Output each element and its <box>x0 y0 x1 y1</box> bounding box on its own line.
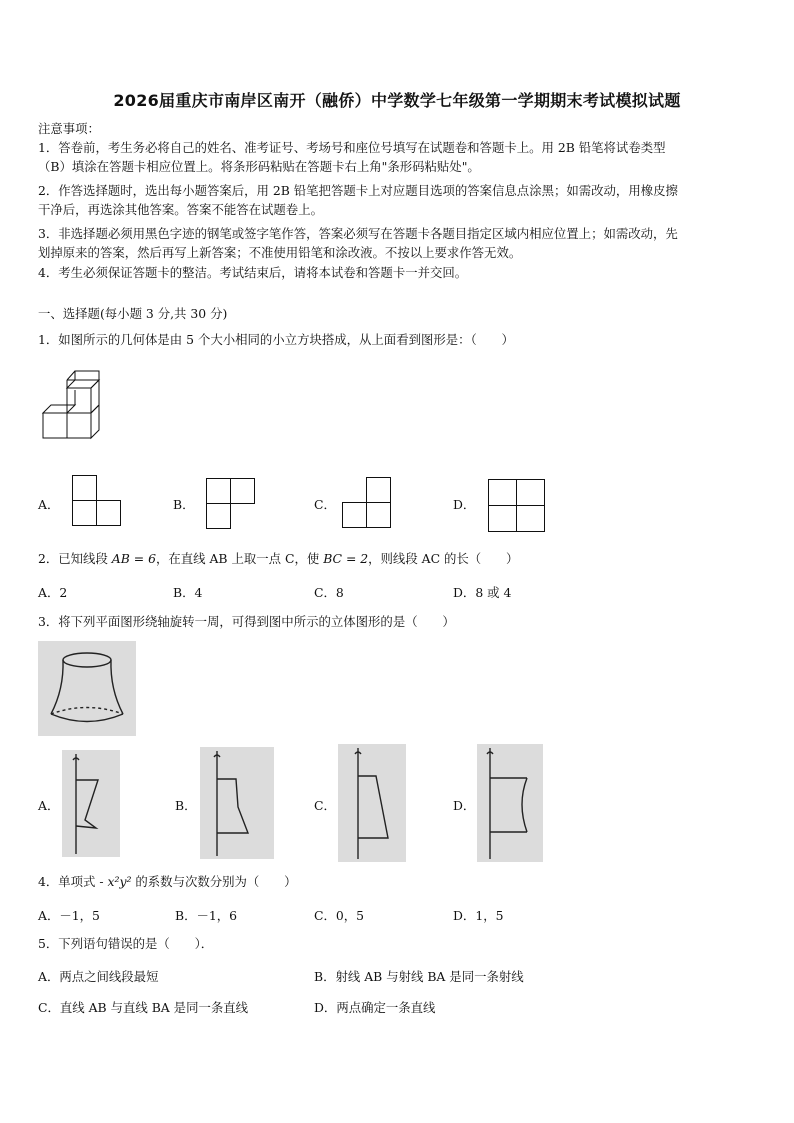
q1-option-a-label: A． <box>38 497 60 512</box>
q3-option-a-label: A． <box>38 798 60 813</box>
q2-expression-bc: BC = 2 <box>323 551 369 566</box>
q1-option-b-label: B． <box>173 497 195 512</box>
q1-option-c-figure <box>342 477 392 529</box>
q4-stem-part: 的系数与次数分别为（ ） <box>131 874 297 889</box>
q4-option-a: A．－1，5 <box>38 908 100 923</box>
q4-option-b: B．－1，6 <box>175 908 238 923</box>
q5-option-a: A．两点之间线段最短 <box>38 969 159 984</box>
q3-option-a-photo <box>62 750 120 857</box>
question-2-stem <box>38 550 518 568</box>
notice-line: （B）填涂在答题卡相应位置上。将条形码粘贴在答题卡右上角"条形码粘贴处"。 <box>38 159 480 174</box>
notice-line: 3．非选择题必须用黑色字迹的钢笔或签字笔作答，答案必须写在答题卡各题目指定区域内相应位置上；如需改动，先 <box>38 226 678 241</box>
q3-option-d-label: D． <box>453 798 476 813</box>
q4-monomial: - x²y² <box>99 874 132 889</box>
q1-option-c-label: C． <box>314 497 336 512</box>
question-1-stem: 1．如图所示的几何体是由 5 个大小相同的小立方块搭成，从上面看到图形是：（ ） <box>38 332 514 347</box>
notice-line: 干净后，再选涂其他答案。答案不能答在试题卷上。 <box>38 202 323 217</box>
q2-stem-part: ，在直线 AB 上取一点 C，使 <box>155 551 324 566</box>
q1-option-d-label: D． <box>453 497 476 512</box>
question-4-stem <box>38 873 296 891</box>
q5-option-d: D．两点确定一条直线 <box>314 1000 436 1015</box>
rotation-shape-d <box>477 744 543 862</box>
question-5-stem: 5．下列语句错误的是（ ）． <box>38 936 214 951</box>
q3-option-b-label: B． <box>175 798 197 813</box>
q5-option-c: C．直线 AB 与直线 BA 是同一条直线 <box>38 1000 249 1015</box>
rotation-shape-b <box>200 747 274 859</box>
q3-option-d-photo <box>477 744 543 862</box>
q2-option-d: D．8 或 4 <box>453 585 512 600</box>
q2-option-a: A．2 <box>38 585 68 600</box>
q2-stem-part: 2．已知线段 <box>38 551 112 566</box>
q3-option-c-photo <box>338 744 406 862</box>
q1-option-b-figure <box>206 478 256 530</box>
q2-expression-ab: AB = 6 <box>111 551 156 566</box>
q4-option-d: D．1，5 <box>453 908 504 923</box>
notice-line: 2．作答选择题时，选出每小题答案后，用 2B 铅笔把答题卡上对应题目选项的答案信息点涂黑；如需改动，用橡皮擦 <box>38 183 678 198</box>
q2-stem-part: ，则线段 AC 的长（ ） <box>368 551 519 566</box>
q5-option-b: B．射线 AB 与射线 BA 是同一条射线 <box>314 969 524 984</box>
q4-option-c: C．0，5 <box>314 908 365 923</box>
q2-option-c: C．8 <box>314 585 344 600</box>
q1-option-a-figure <box>72 475 122 527</box>
page-title: 2026届重庆市南岸区南开（融侨）中学数学七年级第一学期期末考试模拟试题 <box>113 91 681 110</box>
frustum-figure <box>38 641 136 736</box>
q3-option-c-label: C． <box>314 798 336 813</box>
notice-line: 4．考生必须保证答题卡的整洁。考试结束后，请将本试卷和答题卡一并交回。 <box>38 265 468 280</box>
q1-solid-figure <box>40 370 112 444</box>
notice-heading: 注意事项： <box>38 121 100 136</box>
question-3-stem: 3．将下列平面图形绕轴旋转一周，可得到图中所示的立体图形的是（ ） <box>38 614 455 629</box>
q3-solid-photo <box>38 641 136 736</box>
notice-line: 划掉原来的答案，然后再写上新答案；不准使用铅笔和涂改液。不按以上要求作答无效。 <box>38 245 522 260</box>
q4-stem-part: 4．单项式 <box>38 874 100 889</box>
q2-option-b: B．4 <box>173 585 203 600</box>
section-heading: 一、选择题(每小题 3 分,共 30 分) <box>38 306 228 321</box>
q1-option-d-figure <box>488 479 546 533</box>
rotation-shape-a <box>62 750 120 857</box>
notice-line: 1．答卷前，考生务必将自己的姓名、准考证号、考场号和座位号填写在试题卷和答题卡上。用 2B 铅笔将试卷类型 <box>38 140 666 155</box>
q3-option-b-photo <box>200 747 274 859</box>
rotation-shape-c <box>338 744 406 862</box>
